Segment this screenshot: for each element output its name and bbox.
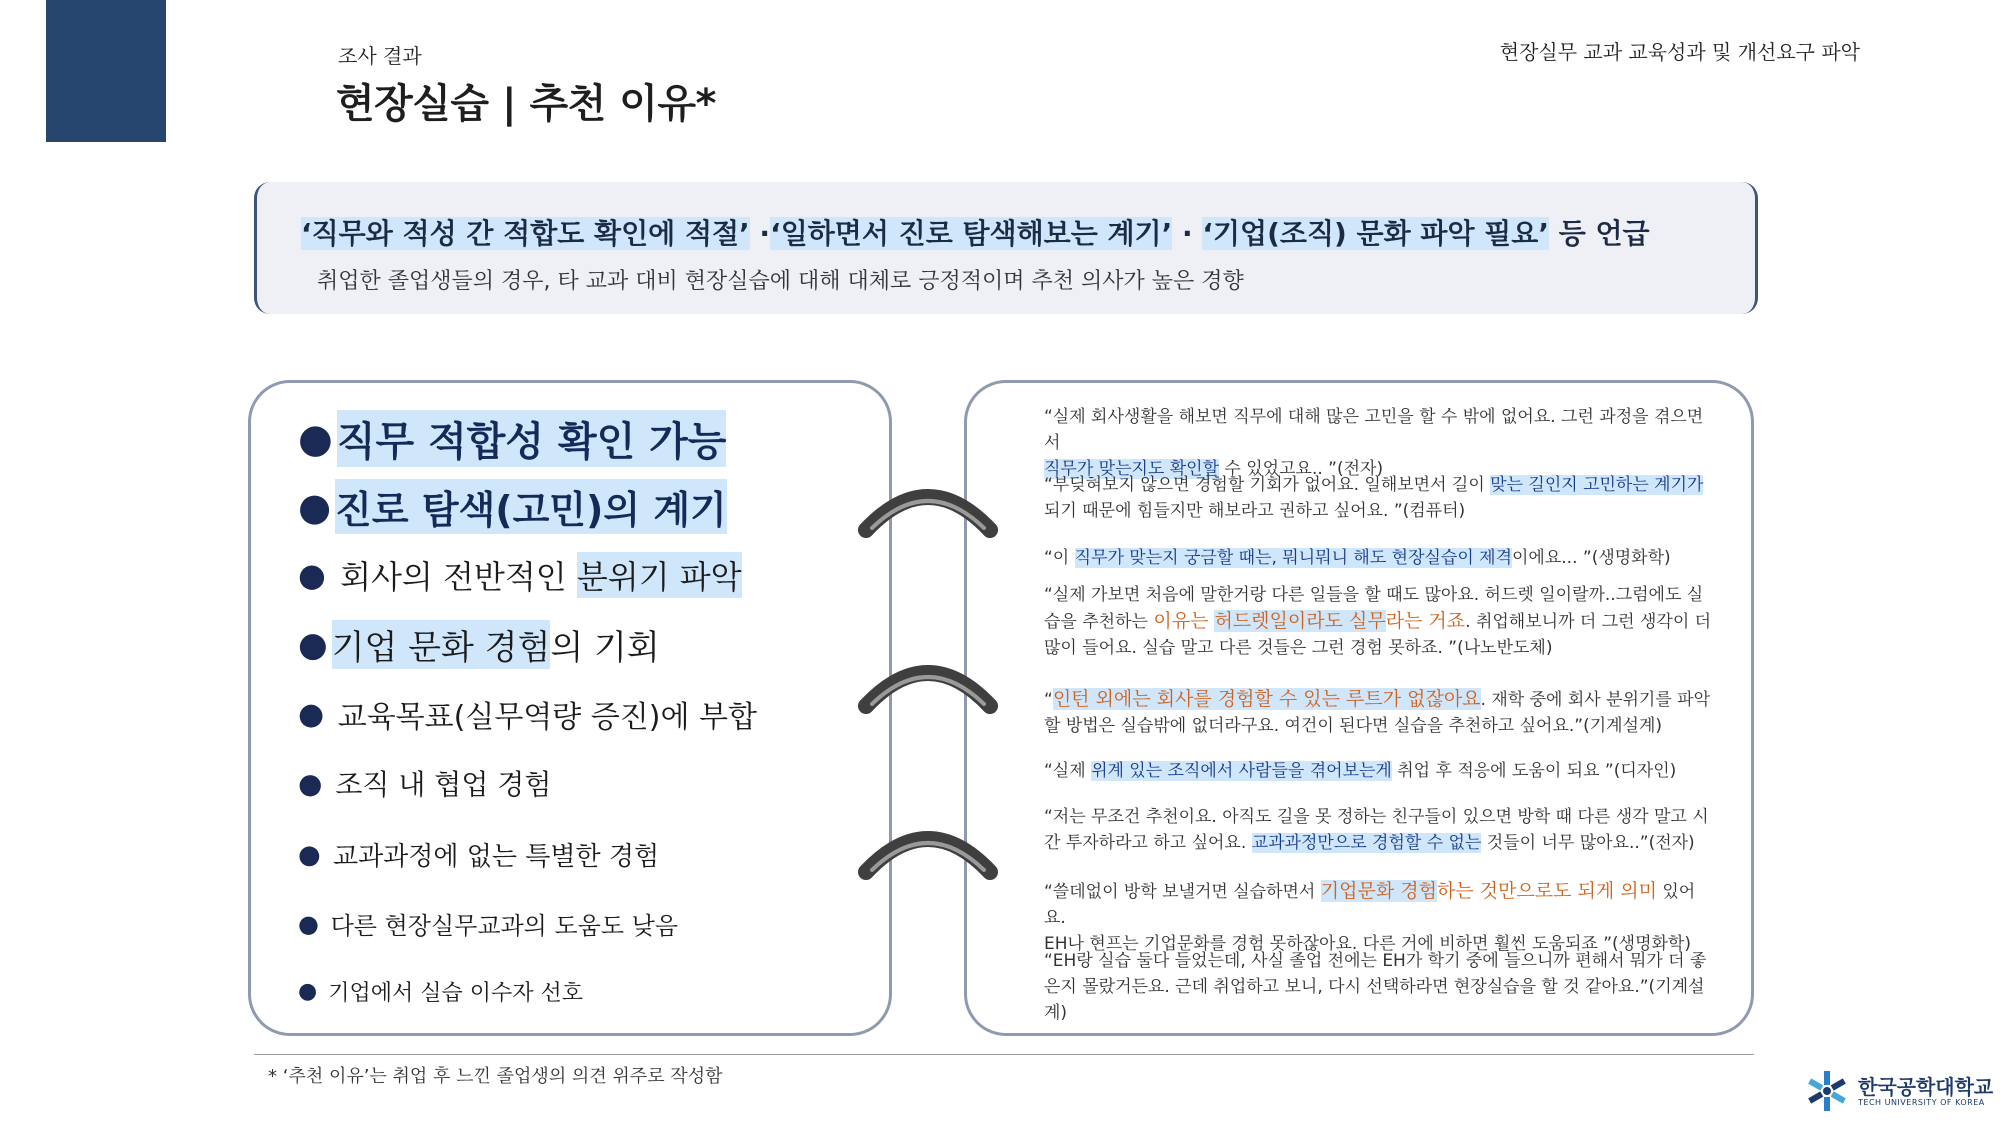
reason-text: 회사의 전반적인 — [329, 558, 577, 596]
summary-quote-career: ‘일하면서 진로 탐색해보는 계기’ — [770, 217, 1173, 250]
page-title: 현장실습 | 추천 이유* — [336, 81, 716, 127]
reason-item — [298, 763, 551, 803]
reason-text: 교육목표(실무역량 증진)에 부합 — [328, 700, 757, 735]
reason-text: 교과과정에 없는 특별한 경험 — [324, 842, 660, 872]
quote-highlight: 교과과정만으로 경험할 수 없는 — [1251, 833, 1482, 853]
university-emblem-icon — [1804, 1068, 1850, 1114]
reason-highlight: 기업 문화 경험 — [332, 620, 551, 669]
quote-highlight: 맞는 길인지 고민하는 계기가 — [1490, 475, 1704, 495]
quote-text: 되기 때문에 힘들지만 해보라고 권하고 싶어요. ”(컴퓨터) — [1044, 501, 1466, 521]
quote-text: “EH랑 실습 둘다 들었는데, 사실 졸업 전에는 EH가 학기 중에 들으니까 편해서 뭐가 더 좋은지 몰랐거든요. 근데 취업하고 보니, 다시 선택하라면 현장실습을 할 것 같아요.”(기계설계) — [1044, 951, 1707, 1023]
interview-quote — [1044, 472, 1714, 524]
interview-quote — [1044, 878, 1714, 957]
quote-text: 있어요. — [1044, 882, 1696, 928]
summary-box — [254, 182, 1758, 314]
interview-quote — [1044, 545, 1714, 571]
quote-highlight: 직무가 맞는지도 확인할 — [1044, 459, 1220, 479]
reason-item — [298, 836, 659, 873]
bullet-icon: ● — [298, 696, 325, 732]
bullet-icon: ● — [298, 415, 333, 462]
bullet-icon: ● — [298, 766, 323, 800]
reason-item — [298, 410, 726, 467]
bullet-icon: ● — [298, 839, 321, 870]
logo-english-name: TECH UNIVERSITY OF KOREA — [1858, 1097, 1985, 1107]
bullet-icon: ● — [298, 979, 318, 1004]
summary-subtext: 취업한 졸업생들의 경우, 타 교과 대비 현장실습에 대해 대체로 긍정적이며 추천 의사가 높은 경향 — [317, 269, 1244, 294]
interview-quote — [1044, 404, 1714, 482]
reason-item — [298, 620, 660, 669]
quote-highlight: 직무가 맞는지 궁금할 때는, 뭐니뭐니 해도 현장실습이 제격 — [1074, 548, 1512, 568]
reason-item — [298, 906, 678, 941]
quote-text: “실제 회사생활을 해보면 직무에 대해 많은 고민을 할 수 밖에 없어요. 그런 과정을 겪으면서 — [1044, 407, 1704, 453]
summary-quote-culture: ‘기업(조직) 문화 파악 필요’ — [1202, 217, 1549, 250]
quote-text: “ — [1044, 690, 1053, 710]
reason-highlight: 진로 탐색(고민)의 계기 — [335, 479, 727, 534]
interview-quote — [1044, 758, 1714, 784]
quote-highlight: 기업문화 경험 — [1320, 880, 1437, 902]
quote-highlight: 허드렛일이라도 실무 — [1214, 610, 1386, 632]
reason-highlight: 직무 적합성 확인 가능 — [337, 410, 727, 467]
quote-highlight: 인턴 외에는 회사를 경험할 수 있는 루트가 없잖아요 — [1052, 688, 1481, 710]
quote-text: “쓸데없이 방학 보낼거면 실습하면서 — [1044, 882, 1321, 902]
quote-text: 취업 후 적응에 도움이 되요 ”(디자인) — [1391, 761, 1677, 781]
quote-emphasis: 라는 거죠 — [1385, 610, 1466, 632]
footnote: * ‘추천 이유’는 취업 후 느낀 졸업생의 의견 위주로 작성함 — [268, 1066, 723, 1087]
reason-item — [298, 479, 727, 534]
interview-quote — [1044, 686, 1714, 739]
binder-ring-icon — [858, 472, 998, 542]
summary-tail: 등 언급 — [1548, 217, 1650, 250]
bullet-icon: ● — [298, 556, 326, 594]
quote-text: “이 — [1044, 548, 1075, 568]
interview-quote — [1044, 948, 1714, 1026]
bullet-icon: ● — [298, 909, 319, 938]
quote-text: 수 있었고요.. ”(전자) — [1219, 459, 1384, 479]
quote-text: 것들이 너무 많아요..”(전자) — [1481, 833, 1695, 853]
reason-text: 조직 내 협업 경험 — [326, 768, 552, 801]
binder-ring-icon — [858, 814, 998, 884]
reason-text: 의 기회 — [550, 628, 660, 668]
reason-highlight: 분위기 파악 — [577, 552, 742, 598]
interview-quote — [1044, 804, 1714, 856]
quote-highlight: 위계 있는 조직에서 사람들을 겪어보는게 — [1091, 761, 1392, 781]
quote-text: “부딪혀보지 않으면 경험할 기회가 없어요. 일해보면서 길이 — [1044, 475, 1491, 495]
bullet-icon: ● — [298, 624, 328, 665]
university-logo — [1804, 1068, 1993, 1114]
quote-text: . 재학 중에 회사 분위기를 파악할 방법은 실습밖에 없더라구요. 여건이 된다면 실습을 추천하고 싶어요.”(기계설계) — [1044, 690, 1711, 736]
summary-separator: · — [749, 217, 771, 250]
binder-ring-icon — [858, 648, 998, 718]
reason-item — [298, 692, 757, 736]
summary-separator: · — [1172, 217, 1203, 250]
summary-quote-fit: ‘직무와 적성 간 적합도 확인에 적절’ — [301, 217, 750, 250]
logo-korean-name: 한국공학대학교 — [1858, 1074, 1994, 1099]
quote-text: “실제 — [1044, 761, 1092, 781]
footer-divider — [254, 1054, 1754, 1055]
summary-headline — [301, 212, 1650, 252]
interview-quote — [1044, 582, 1714, 661]
section-label: 조사 결과 — [338, 44, 422, 68]
bullet-icon: ● — [298, 484, 332, 529]
quote-text: “실제 가보면 처음에 말한거랑 다른 일들을 할 때도 많아요. 허드렛 일이랄까..그럼에도 실습을 추천하는 — [1044, 585, 1704, 632]
reason-text: 기업에서 실습 이수자 선호 — [321, 981, 583, 1006]
quote-text: 이에요... ”(생명화학) — [1512, 548, 1671, 568]
document-title: 현장실무 교과 교육성과 및 개선요구 파악 — [1499, 40, 1860, 64]
reason-item — [298, 552, 742, 598]
corner-accent-block — [46, 0, 166, 142]
quote-emphasis: 이유는 — [1153, 610, 1215, 632]
quote-text: “저는 무조건 추천이요. 아직도 길을 못 정하는 친구들이 있으면 방학 때 다른 생각 말고 시간 투자하라고 하고 싶어요. — [1044, 807, 1709, 853]
quote-text: EH나 현프는 기업문화를 경험 못하잖아요. 다른 거에 비하면 훨씬 도움되죠 ”(생명화학) — [1044, 934, 1691, 954]
reason-text: 다른 현장실무교과의 도움도 낮음 — [322, 912, 679, 940]
quote-text: . 취업해보니까 더 그런 생각이 더 많이 들어요. 실습 말고 다른 것들은 그런 경험 못하죠. ”(나노반도체) — [1044, 612, 1712, 658]
reason-item — [298, 976, 583, 1007]
quote-emphasis: 하는 것만으로도 되게 의미 — [1436, 880, 1657, 902]
